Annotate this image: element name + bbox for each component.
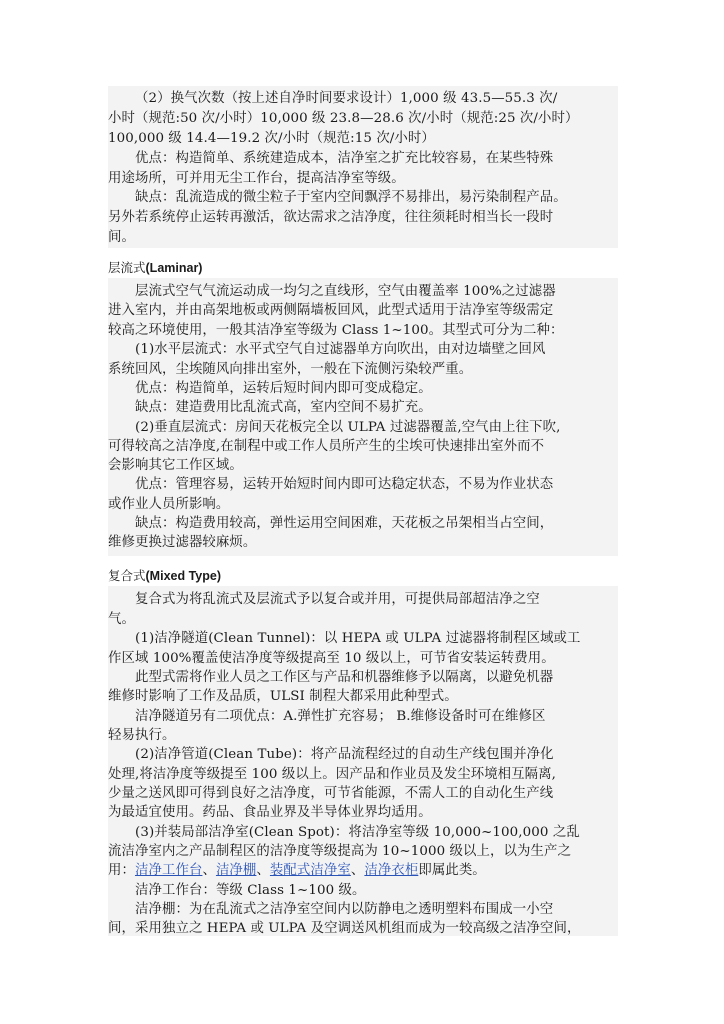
text-line: 洁净隧道另有二项优点：A.弹性扩充容易； B.维修设备时可在维修区	[135, 709, 546, 724]
text-line: 间。	[108, 230, 135, 245]
text-line: 进入室内，并由高架地板或两侧隔墙板回风，此型式适用于洁净室等级需定	[108, 303, 554, 318]
text-line: 少量之送风即可得到良好之洁净度，可节省能源，不需人工的自动化生产线	[108, 786, 554, 801]
text-line: 可得较高之洁净度,在制程中或工作人员所产生的尘埃可快速排出室外而不	[108, 439, 545, 454]
separator: 、	[350, 863, 365, 878]
heading-zh: 层流式	[108, 260, 146, 275]
text-line: (1)洁净隧道(Clean Tunnel)：以 HEPA 或 ULPA 过滤器将制程区域或工	[135, 631, 581, 646]
section-heading-mixed	[108, 566, 221, 586]
text-line: 此型式需将作业人员之工作区与产品和机器维修予以隔离，以避免机器	[135, 670, 554, 685]
link-modular-cleanroom[interactable]: 装配式洁净室	[269, 863, 351, 878]
link-clean-booth[interactable]: 洁净棚	[215, 863, 257, 878]
text-line: 为最适宜使用。药品、食品业界及半导体业界均适用。	[108, 805, 432, 820]
heading-en: (Laminar)	[145, 261, 203, 275]
link-clean-wardrobe[interactable]: 洁净衣柜	[364, 863, 419, 878]
heading-en: (Mixed Type)	[145, 569, 221, 583]
text-line: 另外若系统停止运转再激活，欲达需求之洁净度，往往须耗时相当长一段时	[108, 210, 554, 225]
section-heading-laminar	[108, 258, 202, 278]
text-line: 优点：构造简单、系统建造成本，洁净室之扩充比较容易，在某些特殊	[135, 151, 554, 166]
text-line: 较高之环境使用，一般其洁净室等级为 Class 1~100。其型式可分为二种：	[108, 323, 564, 338]
text-line: 轻易执行。	[108, 728, 176, 743]
text-line: 优点：构造简单，运转后短时间内即可变成稳定。	[135, 381, 432, 396]
link-clean-bench[interactable]: 洁净工作台	[134, 863, 203, 878]
text-line: 维修时影响了工作及品质，ULSI 制程大都采用此种型式。	[108, 689, 458, 704]
line-prefix: 用：	[108, 863, 135, 878]
separator: 、	[256, 863, 270, 878]
text-line: (1)水平层流式：水平式空气自过滤器单方向吹出，由对边墙壁之回风	[135, 342, 546, 357]
text-line: 层流式空气气流运动成一均匀之直线形，空气由覆盖率 100%之过滤器	[135, 284, 556, 299]
text-line: 缺点：乱流造成的微尘粒子于室内空间飘浮不易排出，易污染制程产品。	[135, 190, 567, 205]
text-line: (2)垂直层流式：房间天花板完全以 ULPA 过滤器覆盖,空气由上往下吹,	[135, 420, 561, 435]
line-suffix: 即属此类。	[418, 863, 486, 878]
text-line: 间，采用独立之 HEPA 或 ULPA 及空调送风机组而成为一较高级之洁净空间，	[108, 921, 581, 936]
text-line: 缺点：建造费用比乱流式高，室内空间不易扩充。	[135, 400, 432, 415]
text-line: 优点：管理容易，运转开始短时间内即可达稳定状态，不易为作业状态	[135, 477, 554, 492]
text-line: 用途场所，可并用无尘工作台，提高洁净室等级。	[108, 171, 405, 186]
separator: 、	[202, 863, 216, 878]
text-line: (3)并装局部洁净室(Clean Spot)：将洁净室等级 10,000~100,000 之乱	[135, 825, 580, 840]
text-line: 气。	[108, 612, 135, 627]
text-line: （2）换气次数（按上述自净时间要求设计）1,000 级 43.5—55.3 次/	[135, 91, 558, 106]
heading-zh: 复合式	[108, 568, 146, 583]
text-line: 或作业人员所影响。	[108, 497, 230, 512]
text-line: 流洁净室内之产品制程区的洁净度等级提高为 10~1000 级以上，以为生产之	[108, 844, 571, 859]
text-line: 洁净工作台：等级 Class 1~100 级。	[135, 883, 366, 898]
text-line: 洁净棚：为在乱流式之洁净室空间内以防静电之透明塑料布围成一小空	[135, 902, 554, 917]
text-line: 100,000 级 14.4—19.2 次/小时（规范:15 次/小时）	[108, 131, 435, 146]
text-line: 维修更换过滤器较麻烦。	[108, 535, 257, 550]
text-line: 作区域 100%覆盖使洁净度等级提高至 10 级以上，可节省安装运转费用。	[108, 651, 555, 666]
text-line: (2)洁净管道(Clean Tube)：将产品流程经过的自动生产线包围并净化	[135, 747, 554, 762]
text-line: 复合式为将乱流式及层流式予以复合或并用，可提供局部超洁净之空	[135, 592, 540, 607]
text-line: 会影响其它工作区域。	[108, 458, 243, 473]
text-line: 小时（规范:50 次/小时）10,000 级 23.8—28.6 次/小时（规范:25 次/小时）	[108, 111, 579, 126]
text-line-with-links	[108, 860, 618, 882]
text-line: 处理,将洁净度等级提至 100 级以上。因产品和作业员及发尘环境相互隔离,	[108, 767, 557, 782]
text-line: 系统回风，尘埃随风向排出室外，一般在下流侧污染较严重。	[108, 362, 473, 377]
text-line: 缺点：构造费用较高，弹性运用空间困难，天花板之吊架相当占空间，	[135, 516, 554, 531]
